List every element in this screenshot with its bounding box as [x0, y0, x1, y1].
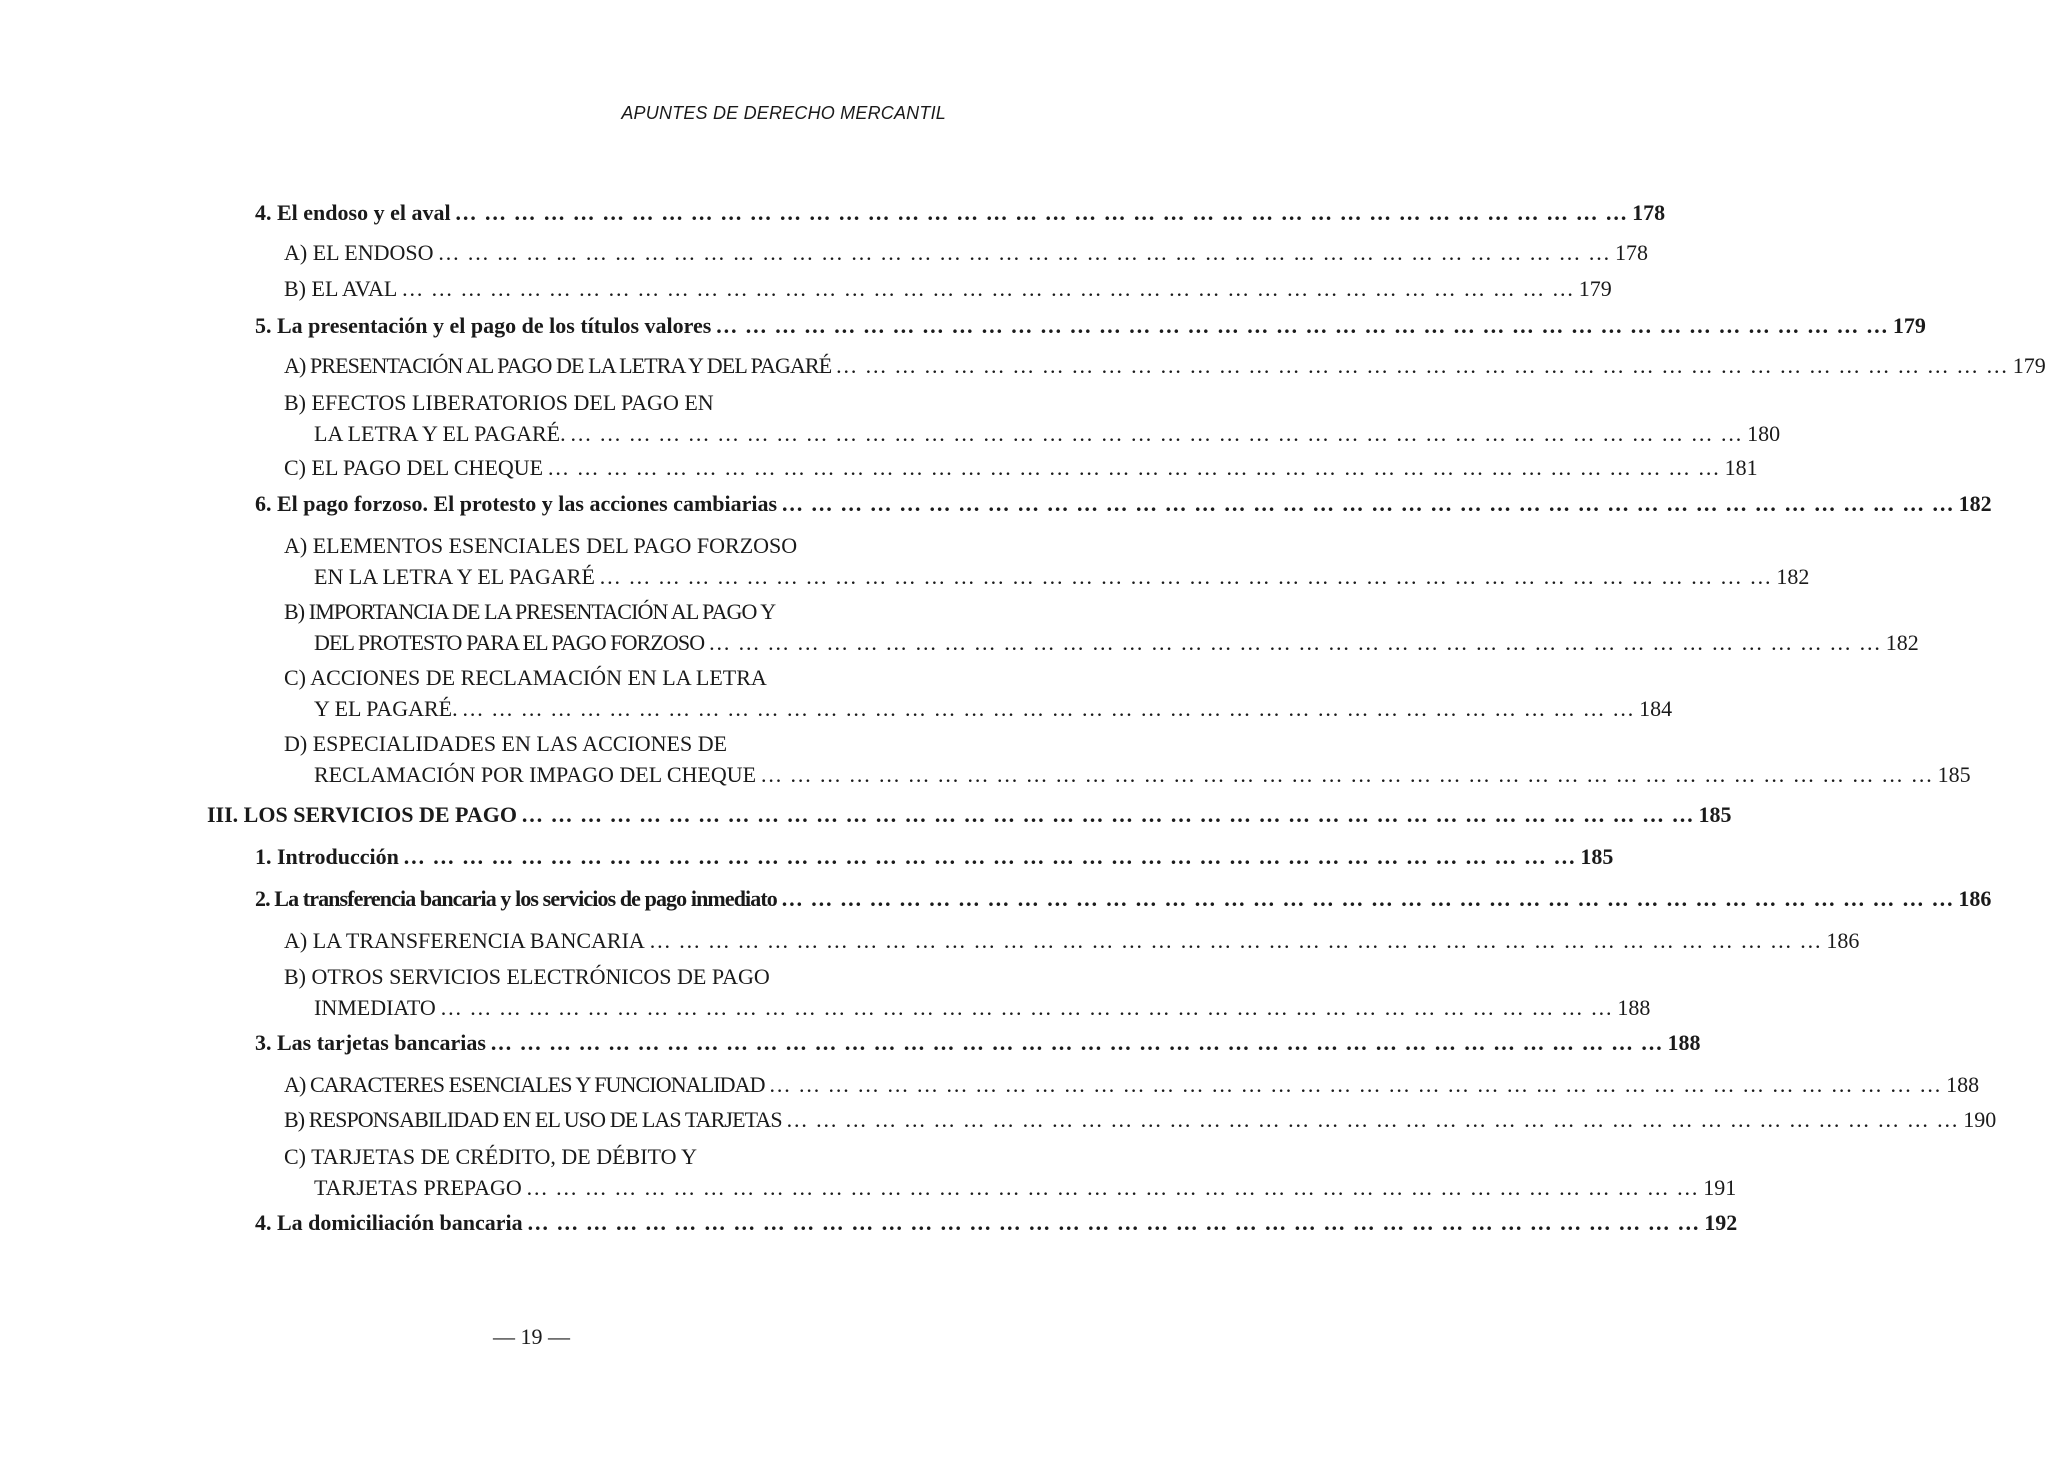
dot-leader: … … … … … … … … … … … … … … … … … … … … … … … … … … … … … … … … … … … … … … … … — [547, 455, 1721, 480]
toc-entry-page: 191 — [1703, 1175, 1737, 1200]
dot-leader: … … … … … … … … … … … … … … … … … … … … … … … … … … … … … … … … … … … … … … … … — [526, 1210, 1701, 1235]
dot-leader: … … … … … … … … … … … … … … … … … … … … … … … … … … … … … … … … … … … … … … … … — [520, 802, 1695, 827]
toc-entry-title: 1. Introducción — [255, 844, 399, 869]
toc-entry[interactable] — [284, 961, 1651, 1023]
dot-leader: … … … … … … … … … … … … … … … … … … … … … … … … … … … … … … … … … … … … … … … … — [781, 491, 1955, 516]
toc-entry[interactable] — [255, 841, 1614, 872]
toc-entry[interactable] — [255, 1027, 1701, 1058]
toc-entry-title: C) EL PAGO DEL CHEQUE — [284, 455, 544, 480]
toc-entry-page: 185 — [1698, 802, 1732, 827]
dot-leader: … … … … … … … … … … … … … … … … … … … … … … … … … … … … … … … … … … … … … … … … — [569, 421, 1744, 446]
toc-entry-title: A) PRESENTACIÓN AL PAGO DE LA LETRA Y DEL PAGARÉ — [284, 353, 832, 378]
dot-leader: … … … … … … … … … … … … … … … … … … … … … … … … … … … … … … … … … … … … … … … … — [454, 200, 1629, 225]
toc-entry-title: A) CARACTERES ESENCIALES Y FUNCIONALIDAD — [284, 1072, 765, 1097]
toc-entry-title-continued: Y EL PAGARÉ. — [314, 696, 458, 721]
toc-entry-page: 182 — [1776, 564, 1810, 589]
toc-entry-page: 179 — [1578, 276, 1612, 301]
toc-entry-page: 178 — [1615, 240, 1648, 265]
toc-entry-page: 186 — [1958, 886, 1992, 911]
dot-leader: … … … … … … … … … … … … … … … … … … … … … … … … … … … … … … … … … … … … … … … … — [708, 630, 1882, 655]
toc-entry[interactable] — [255, 197, 1666, 228]
toc-entry-title: A) EL ENDOSO — [284, 240, 434, 265]
toc-entry-title: B) OTROS SERVICIOS ELECTRÓNICOS DE PAGO — [284, 964, 770, 989]
toc-entry-title: C) ACCIONES DE RECLAMACIÓN EN LA LETRA — [284, 665, 767, 690]
toc-entry[interactable] — [284, 350, 2046, 381]
toc-entry[interactable] — [284, 387, 1781, 449]
toc-entry-page: 188 — [1946, 1072, 1980, 1097]
toc-entry[interactable] — [284, 925, 1860, 956]
toc-entry-title-continued: RECLAMACIÓN POR IMPAGO DEL CHEQUE — [314, 762, 757, 787]
toc-entry-page: 186 — [1826, 928, 1860, 953]
toc-entry-title: D) ESPECIALIDADES EN LAS ACCIONES DE — [284, 731, 728, 756]
toc-entry-title: B) EL AVAL — [284, 276, 398, 301]
dot-leader: … … … … … … … … … … … … … … … … … … … … … … … … … … … … … … … … … … … … … … … … — [461, 696, 1636, 721]
toc-entry-title: B) EFECTOS LIBERATORIOS DEL PAGO EN — [284, 390, 714, 415]
toc-entry[interactable] — [255, 310, 1926, 341]
toc-entry-page: 185 — [1937, 762, 1971, 787]
toc-entry-title: 5. La presentación y el pago de los títulos valores — [255, 313, 712, 338]
toc-entry-title: A) ELEMENTOS ESENCIALES DEL PAGO FORZOSO — [284, 533, 798, 558]
toc-entry-page: 192 — [1704, 1210, 1738, 1235]
dot-leader: … … … … … … … … … … … … … … … … … … … … … … … … … … … … … … … … … … … … … … … … — [785, 1107, 1960, 1132]
toc-entry-page: 185 — [1580, 844, 1614, 869]
toc-entry-page: 179 — [1892, 313, 1926, 338]
toc-entry[interactable] — [284, 1141, 1737, 1203]
toc-entry-page: 179 — [2012, 353, 2046, 378]
toc-entry[interactable] — [255, 883, 1992, 914]
dot-leader: … … … … … … … … … … … … … … … … … … … … … … … … … … … … … … … … … … … … … … … … — [780, 886, 1955, 911]
toc-entry-title-continued: DEL PROTESTO PARA EL PAGO FORZOSO — [314, 630, 705, 655]
toc-entry-title-continued: EN LA LETRA Y EL PAGARÉ — [314, 564, 595, 589]
dot-leader: … … … … … … … … … … … … … … … … … … … … … … … … … … … … … … … … … … … … … … … … — [401, 276, 1575, 301]
toc-entry[interactable] — [284, 1069, 1980, 1100]
toc-entry[interactable] — [284, 452, 1758, 483]
dot-leader: … … … … … … … … … … … … … … … … … … … … … … … … … … … … … … … … … … … … … … … … — [768, 1072, 1943, 1097]
toc-entry-title: 4. La domiciliación bancaria — [255, 1210, 523, 1235]
toc-entry[interactable] — [284, 1104, 1997, 1135]
dot-leader: … … … … … … … … … … … … … … … … … … … … … … … … … … … … … … … … … … … … … … … … — [437, 240, 1611, 265]
toc-entry-title: 3. Las tarjetas bancarias — [255, 1030, 486, 1055]
toc-entry-page: 188 — [1617, 995, 1651, 1020]
toc-entry[interactable] — [207, 799, 1732, 830]
dot-leader: … … … … … … … … … … … … … … … … … … … … … … … … … … … … … … … … … … … … … … … … — [489, 1030, 1664, 1055]
toc-entry-title: 2. La transferencia bancaria y los servicios de pago inmediato — [255, 886, 777, 911]
toc-entry-page: 178 — [1632, 200, 1666, 225]
toc-entry[interactable] — [284, 728, 1971, 790]
toc-entry-page: 188 — [1667, 1030, 1701, 1055]
toc-entry-title: C) TARJETAS DE CRÉDITO, DE DÉBITO Y — [284, 1144, 698, 1169]
running-head: APUNTES DE DERECHO MERCANTIL — [621, 103, 946, 123]
toc-entry[interactable] — [284, 237, 1648, 268]
toc-entry-title-continued: LA LETRA Y EL PAGARÉ. — [314, 421, 566, 446]
dot-leader: … … … … … … … … … … … … … … … … … … … … … … … … … … … … … … … … … … … … … … … … — [648, 928, 1823, 953]
toc-entry[interactable] — [284, 530, 1810, 592]
toc-entry-title: B) IMPORTANCIA DE LA PRESENTACIÓN AL PAGO Y — [284, 599, 776, 624]
toc-entry-title: B) RESPONSABILIDAD EN EL USO DE LAS TARJETAS — [284, 1107, 782, 1132]
toc-entry-title: 4. El endoso y el aval — [255, 200, 451, 225]
toc-entry-page: 184 — [1639, 696, 1673, 721]
toc-entry-page: 180 — [1747, 421, 1781, 446]
toc-entry-title: III. LOS SERVICIOS DE PAGO — [207, 802, 517, 827]
toc-entry[interactable] — [255, 488, 1992, 519]
dot-leader: … … … … … … … … … … … … … … … … … … … … … … … … … … … … … … … … … … … … … … … … — [835, 353, 2009, 378]
dot-leader: … … … … … … … … … … … … … … … … … … … … … … … … … … … … … … … … … … … … … … … … — [760, 762, 1934, 787]
toc-entry-title-continued: INMEDIATO — [314, 995, 436, 1020]
toc-entry-page: 190 — [1963, 1107, 1997, 1132]
toc-entry-title: 6. El pago forzoso. El protesto y las acciones cambiarias — [255, 491, 778, 516]
dot-leader: … … … … … … … … … … … … … … … … … … … … … … … … … … … … … … … … … … … … … … … … — [715, 313, 1889, 338]
toc-entry[interactable] — [284, 273, 1612, 304]
dot-leader: … … … … … … … … … … … … … … … … … … … … … … … … … … … … … … … … … … … … … … … … — [402, 844, 1577, 869]
toc-entry[interactable] — [284, 662, 1673, 724]
toc-entry[interactable] — [284, 596, 1919, 658]
toc-entry-title: A) LA TRANSFERENCIA BANCARIA — [284, 928, 645, 953]
toc-entry-page: 182 — [1958, 491, 1992, 516]
toc-entry[interactable] — [255, 1207, 1738, 1238]
dot-leader: … … … … … … … … … … … … … … … … … … … … … … … … … … … … … … … … … … … … … … … … — [439, 995, 1614, 1020]
page-number: — 19 — — [493, 1324, 570, 1349]
dot-leader: … … … … … … … … … … … … … … … … … … … … … … … … … … … … … … … … … … … … … … … … — [525, 1175, 1700, 1200]
toc-entry-page: 181 — [1724, 455, 1758, 480]
toc-entry-title-continued: TARJETAS PREPAGO — [314, 1175, 522, 1200]
toc-entry-page: 182 — [1885, 630, 1919, 655]
dot-leader: … … … … … … … … … … … … … … … … … … … … … … … … … … … … … … … … … … … … … … … … — [598, 564, 1773, 589]
